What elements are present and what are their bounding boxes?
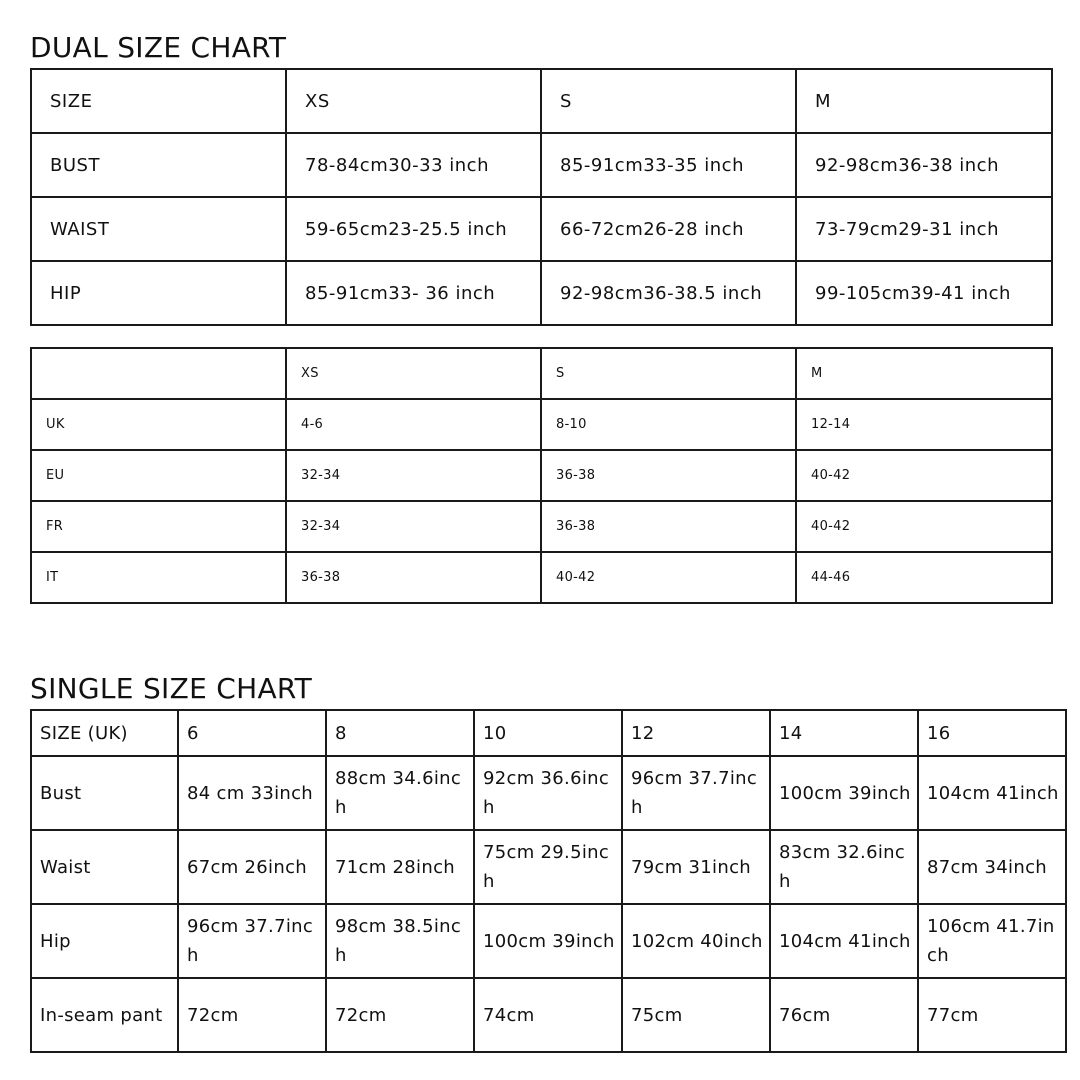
table-row [31, 450, 1052, 501]
measurement-cell: 71cm 28inch [326, 830, 474, 904]
dual-conversion-table [30, 347, 1053, 604]
row-header-cell: HIP [31, 261, 286, 325]
measurement-cell: 87cm 34inch [918, 830, 1066, 904]
size-header-cell: M [796, 348, 1052, 399]
table-row [31, 904, 1066, 978]
row-header-cell: Bust [31, 756, 178, 830]
row-header-cell: Hip [31, 904, 178, 978]
measurement-cell: 85-91cm33- 36 inch [286, 261, 541, 325]
dual-size-chart-title: DUAL SIZE CHART [30, 31, 287, 64]
measurement-cell: 96cm 37.7inch [622, 756, 770, 830]
conversion-cell: 32-34 [286, 501, 541, 552]
size-header-cell: 12 [622, 710, 770, 756]
table-row [31, 69, 1052, 133]
measurement-cell: 106cm 41.7inch [918, 904, 1066, 978]
single-size-table [30, 709, 1067, 1053]
size-header-cell: 6 [178, 710, 326, 756]
measurement-cell: 78-84cm30-33 inch [286, 133, 541, 197]
measurement-cell: 104cm 41inch [918, 756, 1066, 830]
conversion-cell: 40-42 [796, 501, 1052, 552]
size-header-cell: XS [286, 348, 541, 399]
conversion-cell: 36-38 [541, 501, 796, 552]
row-header-cell: SIZE [31, 69, 286, 133]
single-size-chart-title: SINGLE SIZE CHART [30, 672, 313, 705]
table-row [31, 552, 1052, 603]
measurement-cell: 85-91cm33-35 inch [541, 133, 796, 197]
size-header-cell: S [541, 348, 796, 399]
row-header-cell: BUST [31, 133, 286, 197]
conversion-cell: 40-42 [796, 450, 1052, 501]
row-header-cell [31, 348, 286, 399]
conversion-cell: 12-14 [796, 399, 1052, 450]
region-cell: UK [31, 399, 286, 450]
measurement-cell: 77cm [918, 978, 1066, 1052]
measurement-cell: 75cm [622, 978, 770, 1052]
dual-measurements-table [30, 68, 1053, 326]
size-header-cell: 16 [918, 710, 1066, 756]
measurement-cell: 96cm 37.7inch [178, 904, 326, 978]
measurement-cell: 104cm 41inch [770, 904, 918, 978]
size-header-cell: 14 [770, 710, 918, 756]
size-header-cell: 10 [474, 710, 622, 756]
region-cell: IT [31, 552, 286, 603]
measurement-cell: 84 cm 33inch [178, 756, 326, 830]
measurement-cell: 92cm 36.6inch [474, 756, 622, 830]
size-header-cell: 8 [326, 710, 474, 756]
measurement-cell: 75cm 29.5inch [474, 830, 622, 904]
measurement-cell: 100cm 39inch [770, 756, 918, 830]
measurement-cell: 73-79cm29-31 inch [796, 197, 1052, 261]
measurement-cell: 72cm [326, 978, 474, 1052]
size-header-cell: XS [286, 69, 541, 133]
table-row [31, 348, 1052, 399]
conversion-cell: 32-34 [286, 450, 541, 501]
table-row [31, 830, 1066, 904]
row-header-cell: WAIST [31, 197, 286, 261]
table-row [31, 399, 1052, 450]
table-row [31, 501, 1052, 552]
measurement-cell: 76cm [770, 978, 918, 1052]
row-header-cell: Waist [31, 830, 178, 904]
table-row [31, 710, 1066, 756]
conversion-cell: 36-38 [286, 552, 541, 603]
measurement-cell: 74cm [474, 978, 622, 1052]
conversion-cell: 44-46 [796, 552, 1052, 603]
size-header-cell: S [541, 69, 796, 133]
measurement-cell: 72cm [178, 978, 326, 1052]
measurement-cell: 99-105cm39-41 inch [796, 261, 1052, 325]
measurement-cell: 92-98cm36-38.5 inch [541, 261, 796, 325]
region-cell: FR [31, 501, 286, 552]
table-row [31, 261, 1052, 325]
size-header-cell: M [796, 69, 1052, 133]
measurement-cell: 98cm 38.5inch [326, 904, 474, 978]
region-cell: EU [31, 450, 286, 501]
measurement-cell: 59-65cm23-25.5 inch [286, 197, 541, 261]
table-row [31, 978, 1066, 1052]
conversion-cell: 36-38 [541, 450, 796, 501]
measurement-cell: 92-98cm36-38 inch [796, 133, 1052, 197]
measurement-cell: 79cm 31inch [622, 830, 770, 904]
measurement-cell: 66-72cm26-28 inch [541, 197, 796, 261]
measurement-cell: 83cm 32.6inch [770, 830, 918, 904]
table-row [31, 197, 1052, 261]
conversion-cell: 4-6 [286, 399, 541, 450]
measurement-cell: 100cm 39inch [474, 904, 622, 978]
measurement-cell: 102cm 40inch [622, 904, 770, 978]
measurement-cell: 88cm 34.6inch [326, 756, 474, 830]
row-header-cell: In-seam pant [31, 978, 178, 1052]
table-row [31, 133, 1052, 197]
row-header-cell: SIZE (UK) [31, 710, 178, 756]
conversion-cell: 8-10 [541, 399, 796, 450]
table-row [31, 756, 1066, 830]
measurement-cell: 67cm 26inch [178, 830, 326, 904]
conversion-cell: 40-42 [541, 552, 796, 603]
